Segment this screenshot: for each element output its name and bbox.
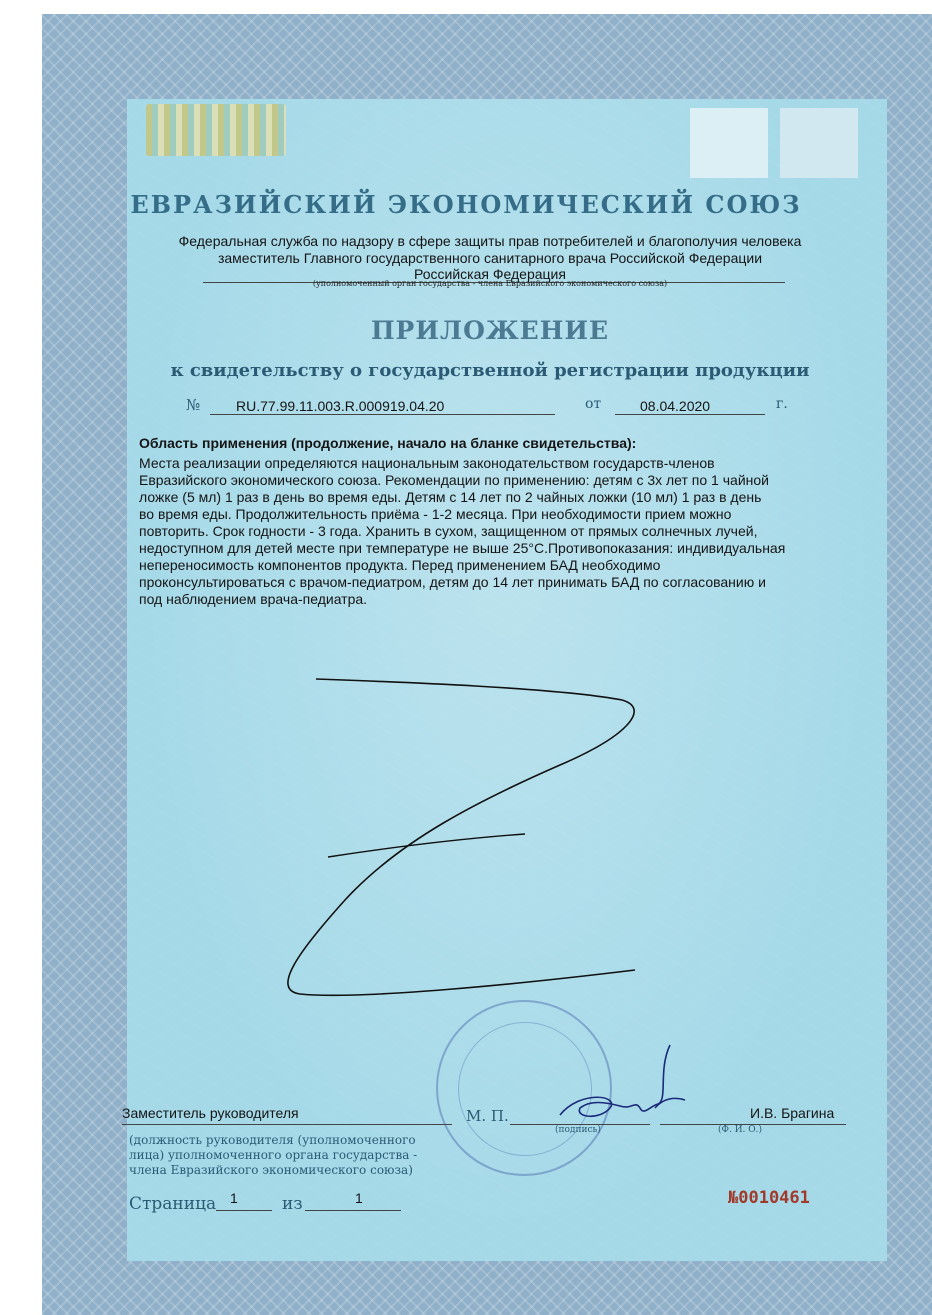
divider: [216, 1210, 272, 1211]
scope-body: [139, 455, 865, 608]
page-label: Страница: [129, 1194, 217, 1214]
scope-line: Евразийского экономического союза. Рекомендации по применению: детям с 3х лет по 1 чайной: [139, 472, 769, 488]
fio-caption: (Ф. И. О.): [718, 1125, 763, 1135]
scope-line: повторить. Срок годности - 3 года. Хранить в сухом, защищенном от прямых солнечных лучей,: [139, 523, 758, 539]
scope-line: недоступном для детей месте при температуре не выше 25°С.Противопоказания: индивидуальная: [139, 540, 786, 556]
page-title: ПРИЛОЖЕНИЕ: [370, 316, 610, 345]
scope-heading: Область применения (продолжение, начало на бланке свидетельства):: [139, 435, 637, 451]
divider: [305, 1210, 401, 1211]
page-subtitle: к свидетельству о государственной регистрации продукции: [170, 360, 810, 381]
divider: [615, 414, 765, 415]
scope-line: Места реализации определяются национальным законодательством государств-членов: [139, 455, 715, 471]
authority-caption: (уполномоченный орган государства - члена Евразийского экономического союза): [312, 279, 668, 288]
registration-number: RU.77.99.11.003.R.000919.04.20: [236, 398, 445, 414]
blank-box: [690, 108, 768, 178]
authority-line: Федеральная служба по надзору в сфере защиты прав потребителей и благополучия человека: [178, 233, 802, 249]
scope-line: во время еды. Продолжительность приёма - 1-2 месяца. При необходимости прием можно: [139, 506, 732, 522]
from-label: от: [585, 396, 602, 412]
divider: [122, 1124, 452, 1125]
position-caption: [129, 1133, 459, 1178]
position-caption-line: лица) уполномоченного органа государства -: [129, 1148, 418, 1162]
year-suffix: г.: [776, 396, 788, 412]
union-title: ЕВРАЗИЙСКИЙ ЭКОНОМИЧЕСКИЙ СОЮЗ: [130, 190, 802, 219]
position-caption-line: члена Евразийского экономического союза): [129, 1163, 413, 1177]
authority-line: заместитель Главного государственного санитарного врача Российской Федерации: [217, 250, 763, 266]
scope-line: ложке (5 мл) 1 раз в день во время еды. Детям с 14 лет по 2 чайных ложки (10 мл) 1 раз в день: [139, 489, 762, 505]
registration-date: 08.04.2020: [640, 398, 711, 414]
scope-line: непереносимость компонентов продукта. Перед применением БАД необходимо: [139, 557, 661, 573]
seal-place-label: М. П.: [466, 1107, 509, 1125]
authority-line: Российская Федерация: [414, 266, 566, 282]
position-caption-line: (должность руководителя (уполномоченного: [129, 1133, 416, 1147]
signer-name: И.В. Брагина: [750, 1105, 835, 1121]
serial-number: №0010461: [728, 1188, 810, 1208]
position-title: Заместитель руководителя: [122, 1105, 299, 1121]
hologram-sticker: [146, 104, 286, 156]
page-number: 1: [230, 1190, 238, 1206]
scope-line: под наблюдением врача-педиатра.: [139, 591, 368, 607]
total-pages: 1: [355, 1190, 363, 1206]
of-label: из: [282, 1194, 303, 1214]
scope-line: проконсультироваться с врачом-педиатром, детям до 14 лет принимать БАД по согласованию и: [139, 574, 766, 590]
signature-caption: (подпись): [555, 1125, 601, 1135]
number-sign: №: [186, 396, 201, 414]
divider: [210, 414, 555, 415]
blank-box: [780, 108, 858, 178]
